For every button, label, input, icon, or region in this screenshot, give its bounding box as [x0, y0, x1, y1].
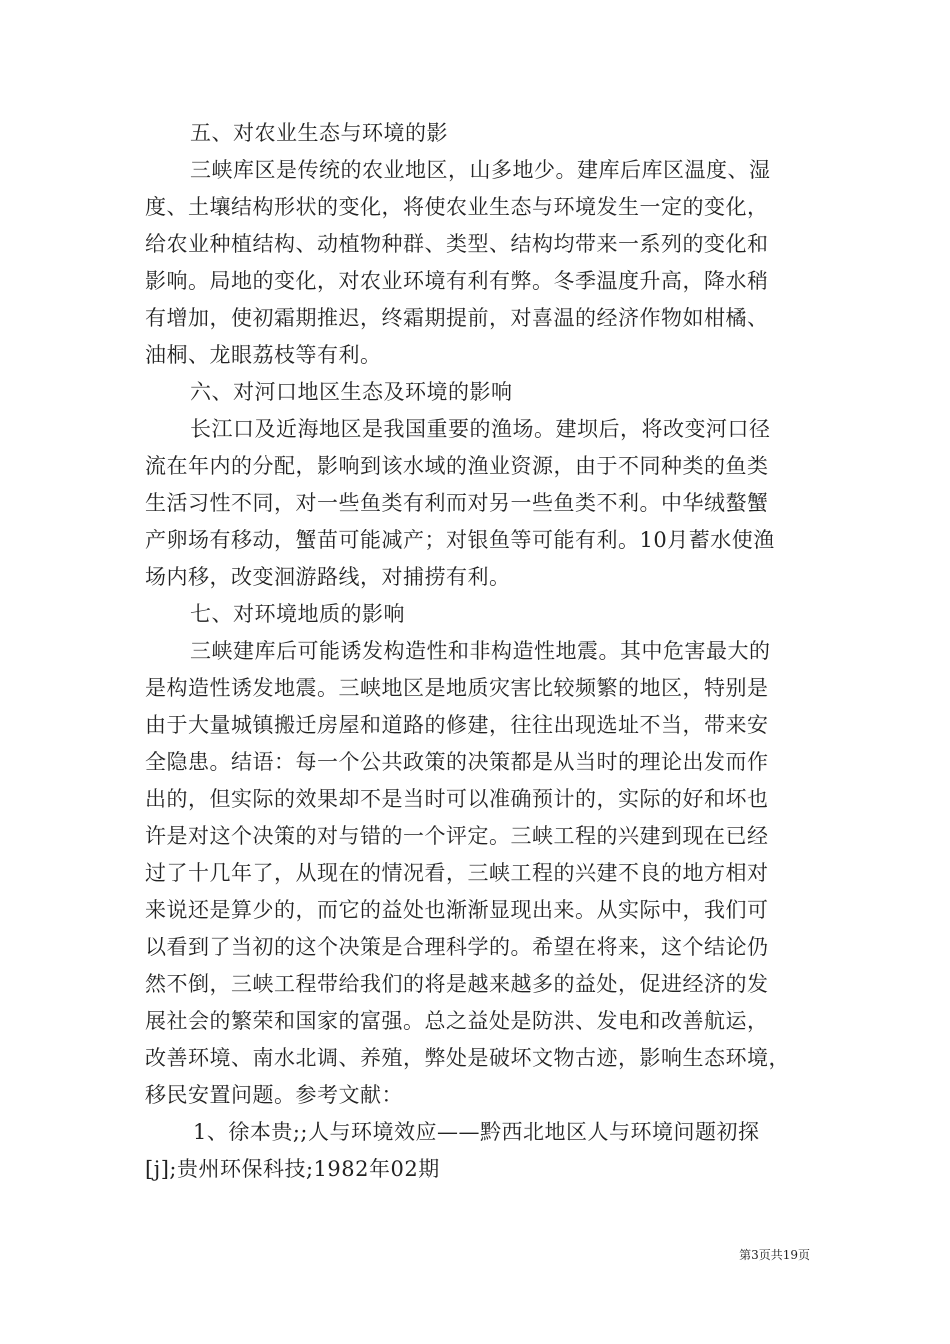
text-line: 影响。局地的变化，对农业环境有利有弊。冬季温度升高，降水稍 [145, 269, 769, 293]
text-line: 移民安置问题。参考文献： [145, 1083, 403, 1107]
text-line: 场内移，改变洄游路线，对捕捞有利。 [145, 565, 511, 589]
text-line: 油桐、龙眼荔枝等有利。 [145, 343, 382, 367]
text-line: 生活习性不同，对一些鱼类有利而对另一些鱼类不利。中华绒螯蟹 [145, 491, 769, 515]
section-heading: 五、对农业生态与环境的影 [190, 121, 448, 145]
text-line: 然不倒，三峡工程带给我们的将是越来越多的益处，促进经济的发 [145, 972, 769, 996]
text-line: 来说还是算少的，而它的益处也渐渐显现出来。从实际中，我们可 [145, 898, 769, 922]
section-heading: 六、对河口地区生态及环境的影响 [190, 380, 513, 404]
page-number: 第3页共19页 [739, 1248, 810, 1262]
section-heading: 七、对环境地质的影响 [190, 602, 405, 626]
text-line: 有增加，使初霜期推迟，终霜期提前，对喜温的经济作物如柑橘、 [145, 306, 769, 330]
text-line: 出的，但实际的效果却不是当时可以准确预计的，实际的好和坏也 [145, 787, 769, 811]
text-line: 由于大量城镇搬迁房屋和道路的修建，往往出现选址不当，带来安 [145, 713, 769, 737]
text-line: [j];贵州环保科技;1982年02期 [145, 1157, 440, 1181]
paragraph [145, 152, 815, 374]
text-line: 过了十几年了，从现在的情况看，三峡工程的兴建不良的地方相对 [145, 861, 769, 885]
text-line: 度、土壤结构形状的变化，将使农业生态与环境发生一定的变化， [145, 195, 769, 219]
text-line: 长江口及近海地区是我国重要的渔场。建坝后，将改变河口径 [190, 417, 771, 441]
text-line: 展社会的繁荣和国家的富强。总之益处是防洪、发电和改善航运， [145, 1009, 769, 1033]
text-line: 产卵场有移动，蟹苗可能减产；对银鱼等可能有利。10月蓄水使渔 [145, 528, 775, 552]
text-line: 是构造性诱发地震。三峡地区是地质灾害比较频繁的地区，特别是 [145, 676, 769, 700]
text-line: 许是对这个决策的对与错的一个评定。三峡工程的兴建到现在已经 [145, 824, 769, 848]
text-line: 三峡建库后可能诱发构造性和非构造性地震。其中危害最大的 [190, 639, 771, 663]
reference-entry [145, 1114, 815, 1188]
text-line: 1、徐本贵;;人与环境效应——黔西北地区人与环境问题初探 [193, 1120, 760, 1144]
text-line: 流在年内的分配，影响到该水域的渔业资源，由于不同种类的鱼类 [145, 454, 769, 478]
text-line: 全隐患。结语：每一个公共政策的决策都是从当时的理论出发而作 [145, 750, 769, 774]
text-line: 三峡库区是传统的农业地区，山多地少。建库后库区温度、湿 [190, 158, 771, 182]
paragraph [145, 633, 815, 1114]
paragraph [145, 411, 815, 596]
text-line: 给农业种植结构、动植物种群、类型、结构均带来一系列的变化和 [145, 232, 769, 256]
text-line: 以看到了当初的这个决策是合理科学的。希望在将来，这个结论仍 [145, 935, 769, 959]
text-line: 改善环境、南水北调、养殖，弊处是破坏文物古迹，影响生态环境， [145, 1046, 790, 1070]
document-body [145, 115, 815, 1188]
